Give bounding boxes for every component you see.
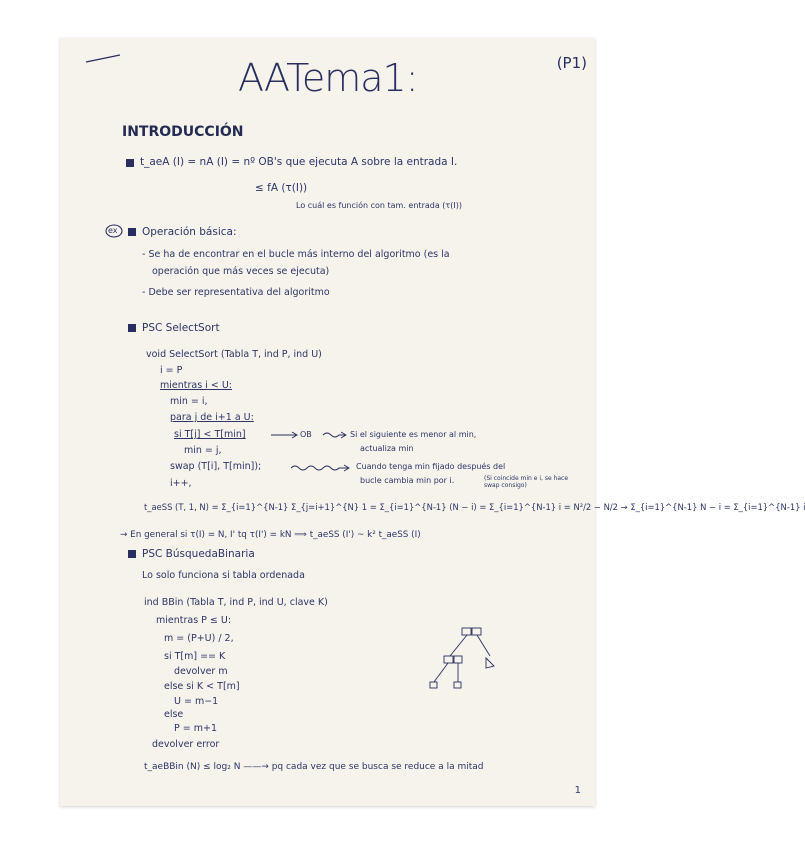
ss-note-2a: Cuando tenga min fijado después del — [356, 462, 506, 471]
ss-note-2b: bucle cambia min por i. — [360, 476, 455, 485]
basic-op-heading: Operación básica: — [142, 226, 237, 238]
bs-complexity: t_aeBBin (N) ≤ log₂ N ——→ pq cada vez que se busca se reduce a la mitad — [144, 762, 484, 772]
notebook-page — [60, 38, 805, 806]
bs-code-line: P = m+1 — [174, 723, 217, 734]
bullet-icon — [128, 550, 136, 558]
intro-note: Lo cuál es función con tam. entrada (τ(I)) — [296, 201, 462, 210]
ob-label: OB — [300, 430, 312, 439]
ss-note-1b: actualiza min — [360, 444, 414, 453]
bullet-icon — [128, 324, 136, 332]
ss-code-line: void SelectSort (Tabla T, ind P, ind U) — [146, 349, 322, 360]
ss-code-line: min = j, — [184, 445, 222, 456]
bs-code-line: si T[m] == K — [164, 651, 226, 662]
bs-code-line: devolver m — [174, 666, 228, 677]
select-sort-heading: PSC SelectSort — [142, 322, 220, 334]
squiggle-arrow-icon — [322, 430, 348, 440]
ss-note-2c: (Si coincide min e i, se hace swap consigo) — [484, 475, 569, 489]
intro-bound: ≤ fA (τ(I)) — [255, 182, 308, 194]
bullet-icon — [128, 228, 136, 236]
ss-code-line: para j de i+1 a U: — [170, 412, 254, 423]
bs-code-line: ind BBin (Tabla T, ind P, ind U, clave K) — [144, 597, 328, 608]
pen-stroke — [84, 52, 124, 64]
ss-note-1a: Si el siguiente es menor al min, — [350, 430, 477, 439]
ss-code-line: swap (T[i], T[min]); — [170, 461, 262, 472]
page-title: AATema1: — [238, 56, 418, 100]
ss-code-line: si T[j] < T[min] — [174, 429, 246, 440]
basic-op-item-1a: - Se ha de encontrar en el bucle más interno del algoritmo (es la — [142, 249, 450, 260]
ss-formula: t_aeSS (T, 1, N) = Σ_{i=1}^{N-1} Σ_{j=i+1}^{N} 1 = Σ_{i=1}^{N-1} (N − i) = Σ_{i=1}^{N-1} i = N²/2 − N/2 → Σ_{i=1}^{N-1} N − i = Σ_{i=1}^{N-1} i — [144, 502, 805, 512]
bs-code-line: else — [164, 709, 184, 720]
ss-code-line: i = P — [160, 365, 183, 376]
arrow-icon — [270, 430, 300, 440]
page-number: 1 — [574, 785, 581, 796]
ss-code-line: i++, — [170, 478, 192, 489]
bs-code-line: U = m−1 — [174, 696, 219, 707]
basic-op-item-1b: operación que más veces se ejecuta) — [152, 266, 330, 277]
bs-code-line: devolver error — [152, 739, 220, 750]
bs-code-line: mientras P ≤ U: — [156, 615, 232, 626]
bs-code-line: else si K < T[m] — [164, 681, 240, 692]
ss-code-line: mientras i < U: — [160, 380, 232, 391]
example-marker: ex — [108, 226, 118, 235]
bs-note: Lo solo funciona si tabla ordenada — [142, 570, 305, 581]
bullet-icon — [126, 159, 134, 167]
basic-op-item-2: - Debe ser representativa del algoritmo — [142, 287, 330, 298]
bs-code-line: m = (P+U) / 2, — [164, 633, 234, 644]
intro-definition: t_aeA (I) = nA (I) = nº OB's que ejecuta A sobre la entrada I. — [140, 156, 458, 168]
intro-heading: INTRODUCCIÓN — [122, 124, 244, 140]
squiggle-arrow-icon — [290, 463, 354, 473]
ss-general: → En general si τ(I) = N, I' tq τ(I') = kN ⟹ t_aeSS (I') ~ k² t_aeSS (I) — [120, 530, 421, 540]
binary-tree-sketch — [422, 626, 512, 704]
page-label: (P1) — [556, 54, 587, 72]
ss-code-line: min = i, — [170, 396, 208, 407]
binary-search-heading: PSC BúsquedaBinaria — [142, 548, 255, 560]
